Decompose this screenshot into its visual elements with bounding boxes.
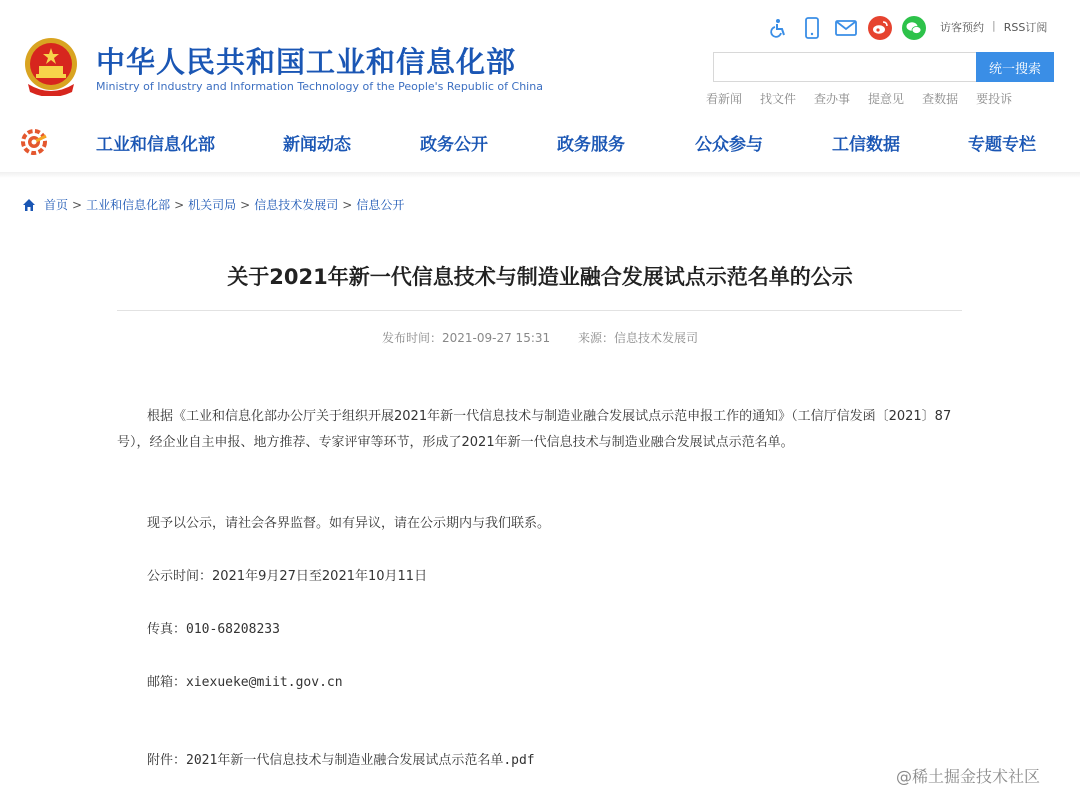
quick-link-complaint[interactable]: 要投诉 bbox=[976, 92, 1013, 106]
nav-item-miit[interactable]: 工业和信息化部 bbox=[96, 135, 215, 155]
nav-item-government-affairs[interactable]: 政务公开 bbox=[420, 135, 488, 155]
attachment-link[interactable]: 2021年新一代信息技术与制造业融合发展试点示范名单.pdf bbox=[186, 753, 535, 768]
nav-divider bbox=[0, 172, 1080, 178]
quick-link-services[interactable]: 查办事 bbox=[814, 92, 851, 106]
breadcrumb-home[interactable]: 首页 bbox=[44, 198, 69, 212]
article-paragraph-2: 现予以公示，请社会各界监督。如有异议，请在公示期内与我们联系。 bbox=[147, 516, 551, 531]
visitor-appointment-link[interactable]: 访客预约 bbox=[940, 21, 984, 34]
fax-line bbox=[147, 618, 280, 637]
fax-number: 010-68208233 bbox=[186, 622, 280, 637]
attachment-line bbox=[147, 749, 535, 768]
accessibility-icon[interactable] bbox=[766, 16, 790, 40]
quick-link-feedback[interactable]: 提意见 bbox=[868, 92, 905, 106]
article-title: 关于2021年新一代信息技术与制造业融合发展试点示范名单的公示 bbox=[227, 265, 853, 289]
tool-links-separator: | bbox=[992, 19, 996, 32]
nav-item-topics[interactable]: 专题专栏 bbox=[968, 135, 1036, 155]
weibo-icon[interactable] bbox=[868, 16, 892, 40]
wechat-icon[interactable] bbox=[902, 16, 926, 40]
search-input[interactable] bbox=[713, 52, 976, 82]
breadcrumb-separator: > bbox=[72, 197, 83, 212]
nav-item-government-services[interactable]: 政务服务 bbox=[557, 135, 625, 155]
mobile-icon[interactable] bbox=[800, 16, 824, 40]
site-title[interactable]: 中华人民共和国工业和信息化部 bbox=[96, 45, 517, 79]
quick-link-documents[interactable]: 找文件 bbox=[760, 92, 797, 106]
search-button[interactable]: 统一搜索 bbox=[976, 52, 1054, 82]
breadcrumb-info-disclosure[interactable]: 信息公开 bbox=[356, 198, 405, 212]
quick-links bbox=[706, 90, 1012, 107]
breadcrumb bbox=[22, 196, 404, 213]
email-line bbox=[147, 671, 343, 690]
title-divider bbox=[117, 310, 962, 311]
nav-item-public-participation[interactable]: 公众参与 bbox=[695, 135, 763, 155]
breadcrumb-departments[interactable]: 机关司局 bbox=[188, 198, 237, 212]
publish-time: 发布时间：2021-09-27 15:31 bbox=[382, 331, 551, 345]
site-header bbox=[0, 0, 1080, 110]
national-emblem-icon bbox=[22, 36, 80, 96]
notice-period: 公示时间：2021年9月27日至2021年10月11日 bbox=[147, 569, 428, 584]
attachment-label: 附件： bbox=[147, 753, 187, 768]
email-label: 邮箱： bbox=[147, 675, 187, 690]
gear-logo-icon[interactable] bbox=[20, 128, 48, 156]
breadcrumb-miit[interactable]: 工业和信息化部 bbox=[86, 198, 171, 212]
site-subtitle: Ministry of Industry and Information Technology of the People's Republic of China bbox=[96, 80, 543, 93]
mail-icon[interactable] bbox=[834, 16, 858, 40]
tool-icons bbox=[766, 14, 926, 42]
breadcrumb-separator: > bbox=[240, 197, 251, 212]
article-meta bbox=[0, 329, 1080, 346]
breadcrumb-separator: > bbox=[342, 197, 353, 212]
breadcrumb-it-department[interactable]: 信息技术发展司 bbox=[254, 198, 339, 212]
nav-item-data[interactable]: 工信数据 bbox=[832, 135, 900, 155]
article-source: 来源：信息技术发展司 bbox=[577, 331, 698, 345]
home-icon[interactable] bbox=[22, 198, 36, 212]
watermark: @稀土掘金技术社区 bbox=[896, 767, 1041, 786]
email-link[interactable]: xiexueke@miit.gov.cn bbox=[186, 675, 343, 690]
breadcrumb-separator: > bbox=[174, 197, 185, 212]
rss-link[interactable]: RSS订阅 bbox=[1003, 21, 1048, 34]
main-nav bbox=[0, 118, 1080, 170]
article-paragraph-1: 根据《工业和信息化部办公厅关于组织开展2021年新一代信息技术与制造业融合发展试点示范申报工作的通知》（工信厅信发函〔2021〕87号），经企业自主申报、地方推荐、专家评审等环节，形成了2021年新一代信息技术与制造业融合发展试点示范名单。 bbox=[117, 409, 952, 450]
tool-links bbox=[940, 19, 1047, 35]
quick-link-data[interactable]: 查数据 bbox=[922, 92, 959, 106]
nav-item-news[interactable]: 新闻动态 bbox=[283, 135, 351, 155]
quick-link-news[interactable]: 看新闻 bbox=[706, 92, 743, 106]
fax-label: 传真： bbox=[147, 622, 187, 637]
